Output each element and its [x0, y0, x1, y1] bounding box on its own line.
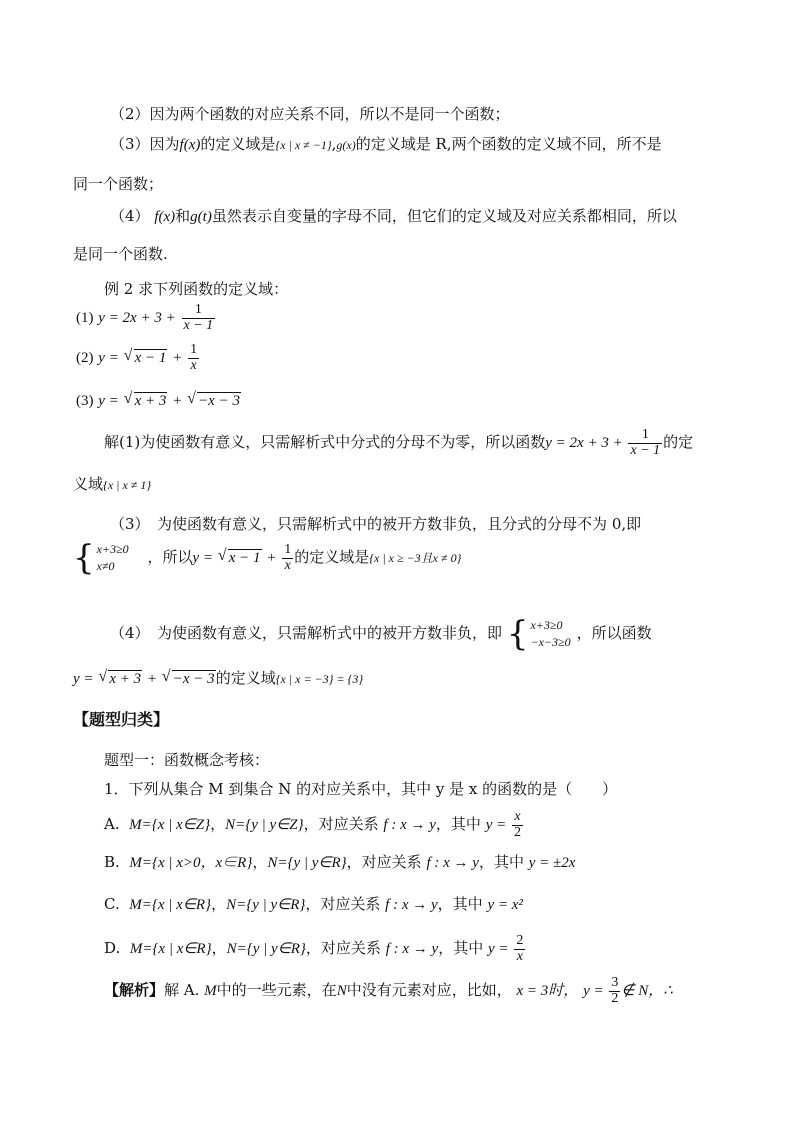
para-2: （2）因为两个函数的对应关系不同，所以不是同一个函数； — [110, 105, 510, 123]
sqrt-sign: √ −x − 3 — [162, 669, 216, 689]
fraction: $\frac{x}{2}$ — [514, 809, 522, 840]
analysis-line: 【解析】解 A. M中的一些元素，在N中没有元素对应，比如， x = 3时， y = $\frac{3}{2}$ ∉ N，∴ — [104, 975, 673, 1006]
sqrt-sign: √ x + 3 — [98, 669, 142, 689]
fraction: $\frac{1}{x}$ — [284, 541, 292, 573]
question-1: 1．下列从集合 M 到集合 N 的对应关系中，其中 y 是 x 的函数的是（ ） — [104, 780, 618, 798]
para-3-line-2: 同一个函数； — [73, 175, 164, 193]
para-4-line-1: （4） f(x)和g(t)虽然表示自变量的字母不同，但它们的定义域及对应关系都相同，所以 — [110, 207, 677, 225]
example-2-item-3: (3) y = √ x + 3 + √ −x − 3 — [76, 390, 241, 411]
para-4-line-2: 是同一个函数. — [73, 245, 168, 263]
option-c: C. M={x | x∈R}，N={y | y∈R}，对应关系 f : x → y，其中 y = x² — [104, 895, 523, 913]
sqrt-sign: √ x − 1 — [124, 348, 168, 368]
fraction: $\frac{2}{x}$ — [516, 933, 524, 964]
fraction: $\frac{3}{2}$ — [611, 975, 619, 1006]
inequality-system: x+3≥0 x≠0 — [96, 542, 129, 573]
section-heading: 【题型归类】 — [73, 710, 170, 729]
solution-1-line-2: 义域{x | x ≠ 1} — [73, 475, 152, 493]
inequality-system: x+3≥0 −x−3≥0 — [530, 618, 571, 649]
solution-3-line-2: { x+3≥0 x≠0 ，所以y = √ x − 1 + $\frac{1}{x}$ 的定义域是{x | x ≥ −3且x ≠ 0} — [73, 540, 461, 575]
sqrt-sign: √ −x − 3 — [187, 391, 241, 411]
solution-4-line-2: y = √ x + 3 + √ −x − 3的定义域{x | x = −3} = {3} — [73, 668, 363, 689]
left-brace-icon: { — [506, 614, 529, 654]
example-2-item-1: (1) y = 2x + 3 + $\frac{1}{x - 1}$ — [76, 302, 214, 333]
solution-1-line-1: 解(1)为使函数有意义，只需解析式中分式的分母不为零，所以函数y = 2x + 3 + $\frac{1}{x - 1}$ 的定 — [104, 427, 694, 458]
fraction: $\frac{1}{x}$ — [190, 342, 198, 373]
fraction: $\frac{1}{x - 1}$ — [183, 302, 214, 333]
solution-4-line-1: （4） 为使函数有意义，只需解析式中的被开方数非负，即 { x+3≥0 −x−3≥0 ，所以函数 — [110, 614, 652, 654]
solution-3-line-1: （3） 为使函数有意义，只需解析式中的被开方数非负，且分式的分母不为 0,即 — [110, 515, 642, 533]
fraction: $\frac{1}{x - 1}$ — [630, 427, 661, 458]
sqrt-sign: √ x + 3 — [124, 391, 168, 411]
example-2-title: 例 2 求下列函数的定义域： — [104, 280, 289, 298]
example-2-item-2: (2) y = √ x − 1 + $\frac{1}{x}$ — [76, 343, 200, 373]
type-1-title: 题型一：函数概念考核： — [104, 751, 270, 769]
para-3-line-1: （3）因为f(x)的定义域是{x | x ≠ −1},g(x)的定义域是 R,两个函数的定义域不同，所不是 — [110, 135, 662, 153]
option-d: D. M={x | x∈R}，N={y | y∈R}，对应关系 f : x → y，其中 y = $\frac{2}{x}$ — [104, 933, 524, 964]
option-b: B. M={x | x>0，x∈R}，N={y | y∈R}，对应关系 f : x → y，其中 y = ±2x — [104, 853, 576, 871]
left-brace-icon: { — [73, 538, 95, 578]
option-a: A. M={x | x∈Z}，N={y | y∈Z}，对应关系 f : x → y，其中 y = $\frac{x}{2}$ — [104, 809, 522, 840]
sqrt-sign: √ x − 1 — [218, 541, 262, 575]
